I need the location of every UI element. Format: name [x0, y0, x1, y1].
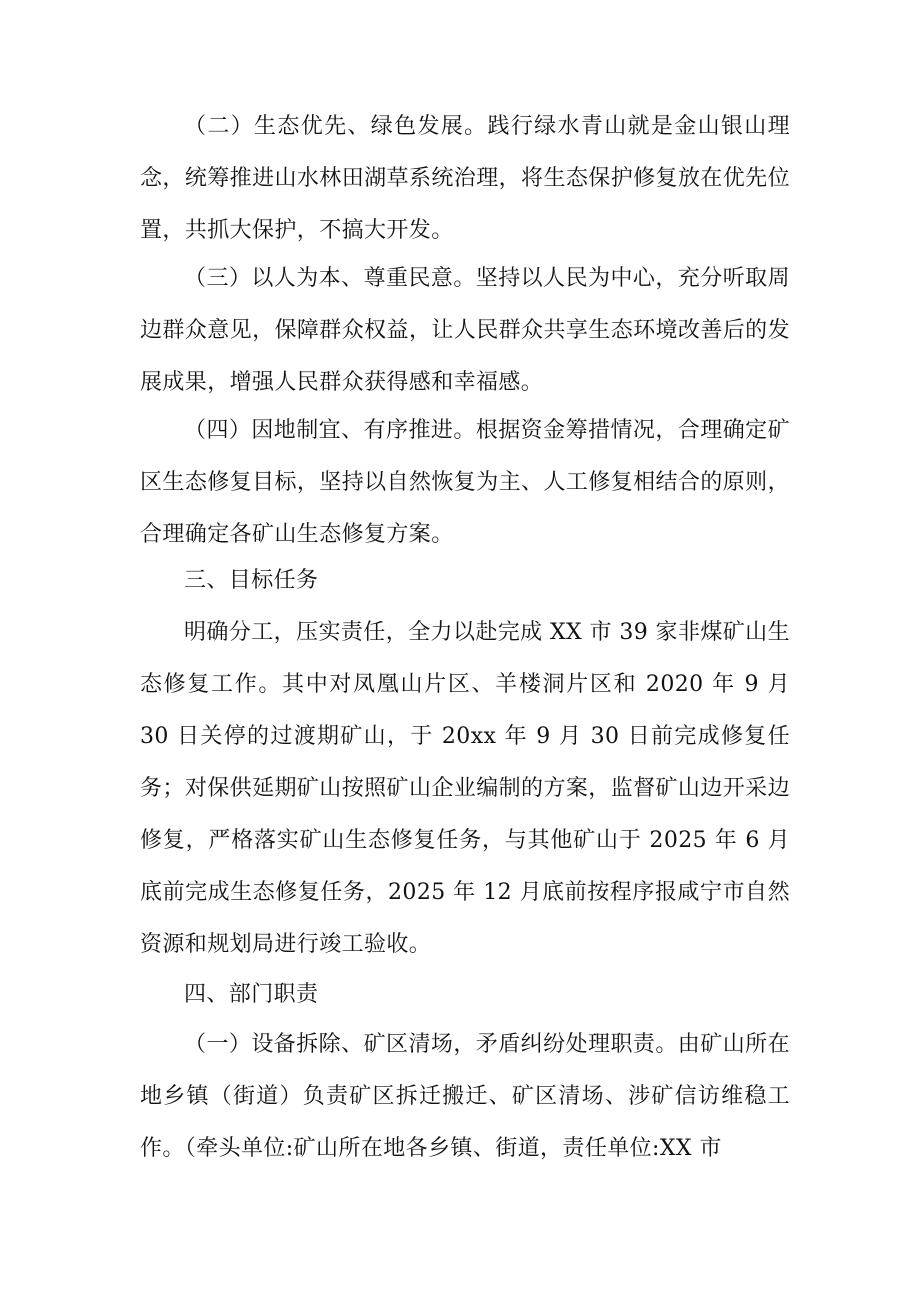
paragraph-people-oriented: （三）以人为本、尊重民意。坚持以人民为中心，充分听取周边群众意见，保障群众权益，让人民群众共享生态环境改善后的发展成果，增强人民群众获得感和幸福感。	[140, 266, 790, 395]
section-heading-duties: 四、部门职责	[184, 982, 319, 1007]
section-heading-targets: 三、目标任务	[184, 568, 319, 593]
paragraph-ecology-first: （二）生态优先、绿色发展。践行绿水青山就是金山银山理念，统筹推进山水林田湖草系统治理，将生态保护修复放在优先位置，共抓大保护，不搞大开发。	[140, 114, 790, 243]
paragraph-duties-body: （一）设备拆除、矿区清场，矛盾纠纷处理职责。由矿山所在地乡镇（街道）负责矿区拆迁搬迁、矿区清场、涉矿信访维稳工作。（牵头单位:矿山所在地各乡镇、街道，责任单位:XX 市	[140, 1032, 790, 1161]
paragraph-adapt-local: （四）因地制宜、有序推进。根据资金筹措情况，合理确定矿区生态修复目标，坚持以自然恢复为主、人工修复相结合的原则，合理确定各矿山生态修复方案。	[140, 418, 790, 547]
paragraph-targets-body: 明确分工，压实责任，全力以赴完成 XX 市 39 家非煤矿山生态修复工作。其中对凤凰山片区、羊楼洞片区和 2020 年 9 月 30 日关停的过渡期矿山，于 20xx 年 9 月 30 日前完成修复任务；对保供延期矿山按照矿山企业编制的方案，监督矿山边开采边修复，严格落实矿山生态修复任务，与其他矿山于 2025 年 6 月底前完成生态修复任务，2025 年 12 月底前按程序报咸宁市自然资源和规划局进行竣工验收。	[140, 620, 798, 957]
